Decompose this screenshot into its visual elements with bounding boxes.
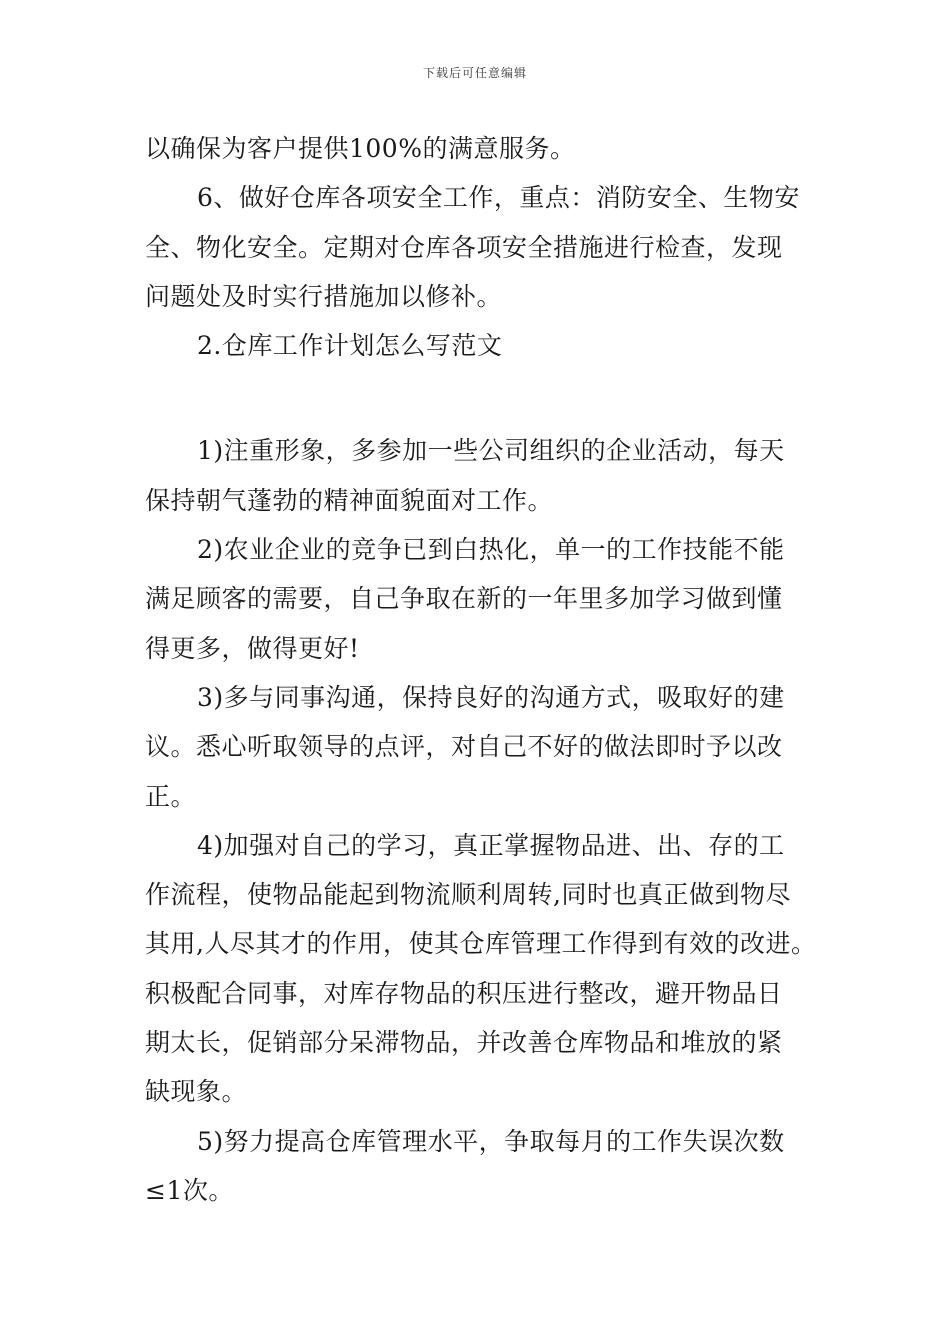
paragraph-item-6: 6、做好仓库各项安全工作，重点：消防安全、生物安 xyxy=(197,183,800,213)
text-line: 正。 xyxy=(145,781,197,811)
text-line: 积极配合同事，对库存物品的积压进行整改，避开物品日 xyxy=(145,978,783,1008)
document-body xyxy=(145,124,817,1215)
text-line: 缺现象。 xyxy=(145,1077,248,1107)
text-line: 得更多，做得更好! xyxy=(145,633,360,663)
section-gap xyxy=(145,370,810,426)
paragraph-item-1: 1)注重形象，多参加一些公司组织的企业活动，每天 xyxy=(197,436,785,466)
text-line: 议。悉心听取领导的点评，对自己不好的做法即时予以改 xyxy=(145,732,783,762)
text-line: 保持朝气蓬勃的精神面貌面对工作。 xyxy=(145,485,554,515)
section-heading: 2.仓库工作计划怎么写范文 xyxy=(197,331,503,361)
text-line: ≤1次。 xyxy=(145,1175,234,1205)
paragraph-item-4: 4)加强对自己的学习，真正掌握物品进、出、存的工 xyxy=(197,830,785,860)
paragraph-item-5: 5)努力提高仓库管理水平，争取每月的工作失误次数 xyxy=(197,1126,785,1156)
text-line: 以确保为客户提供100%的满意服务。 xyxy=(145,134,576,163)
text-line: 全、物化安全。定期对仓库各项安全措施进行检查，发现 xyxy=(145,232,783,262)
text-line: 作流程，使物品能起到物流顺利周转,同时也真正做到物尽 xyxy=(145,880,791,910)
paragraph-item-3: 3)多与同事沟通，保持良好的沟通方式，吸取好的建 xyxy=(197,682,785,712)
paragraph-item-2: 2)农业企业的竞争已到白热化，单一的工作技能不能 xyxy=(197,535,785,565)
page-header-note: 下载后可任意编辑 xyxy=(422,66,527,80)
text-line: 其用,人尽其才的作用，使其仓库管理工作得到有效的改进。 xyxy=(145,929,817,959)
text-line: 问题处及时实行措施加以修补。 xyxy=(145,281,503,311)
text-line: 满足顾客的需要，自己争取在新的一年里多加学习做到懂 xyxy=(145,584,783,614)
text-line: 期太长，促销部分呆滞物品，并改善仓库物品和堆放的紧 xyxy=(145,1028,783,1058)
